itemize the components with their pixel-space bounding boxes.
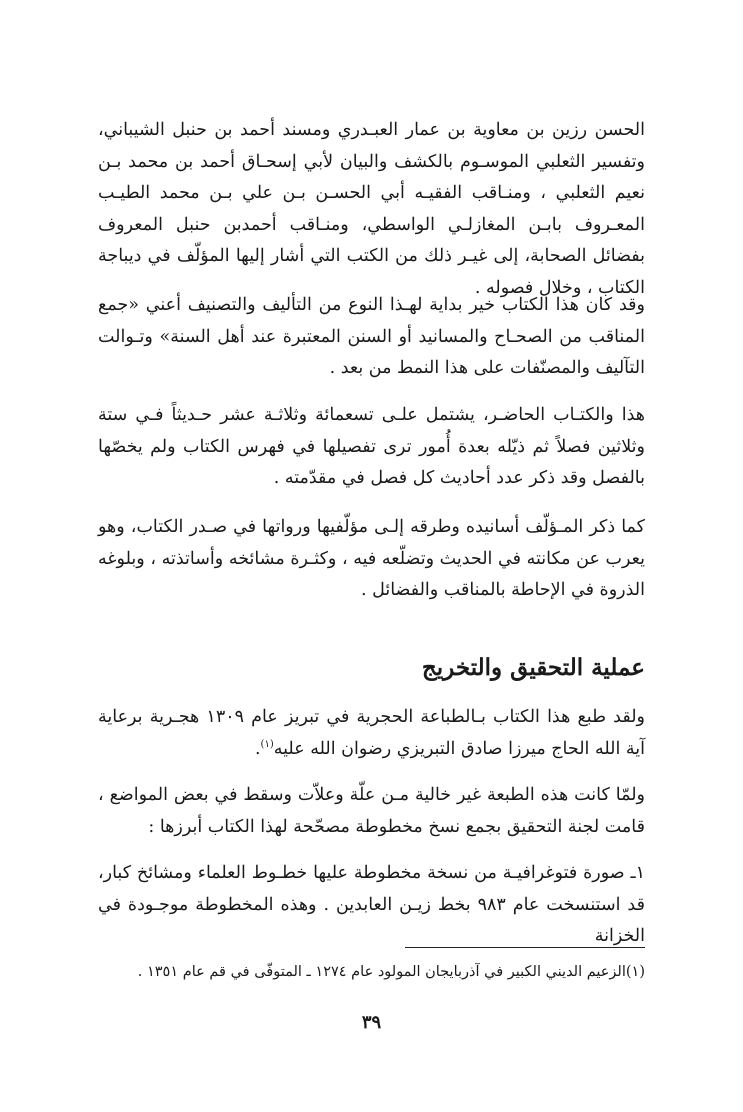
footnote-text: (١)الزعيم الديني الكبير في آذربايجان المولود عام ١٢٧٤ ـ المتوفّى في قم عام ١٣٥١ . <box>137 964 645 980</box>
paragraph-lithograph-text: ولقد طبع هذا الكتاب بـالطباعة الحجرية في تبريز عام ١٣٠٩ هجـرية برعاية آية الله الحاج ميرزا صادق التبريزي رضوان الله عليه <box>98 707 645 759</box>
paragraph-manuscripts-collection: ولمّا كانت هذه الطبعة غير خالية مـن علّة وعلاّت وسقط في بعض المواضع ، قامت لجنة التحقيق بجمع نسخ مخطوطة مصحّحة لهذا الكتاب أبرزها : <box>98 785 645 837</box>
paragraph-book-significance: وقد كان هذا الكتاب خير بداية لهـذا النوع من التأليف والتصنيف أعني «جمع المناقب من الصحـاح والمسانيد أو السنن المعتبرة عند أهل السنة» وتـوالت التآليف والمصنّفات على هذا النمط من بعد . <box>98 295 645 378</box>
page-number: ٣٩ <box>361 1012 382 1033</box>
paragraph-author-chains: كما ذكر المـؤلّف أسانيده وطرقه إلـى مؤلّفيها ورواتها في صـدر الكتاب، وهو يعرب عن مكانته في الحديث وتضلّعه فيه ، وكثـرة مشائخه وأساتذته ، وبلوغه الذروة في الإحاطة بالمناقب والفضائل . <box>98 517 645 600</box>
paragraph-book-contents: هذا والكتـاب الحاضـر، يشتمل علـى تسعمائة وثلاثـة عشر حـديثاً فـي ستة وثلاثين فصلاً ثم ذيّله بعدة أُمور ترى تفصيلها في فهرس الكتاب ولم يخصّها بالفصل وقد ذكر عدد أحاديث كل فصل في مقدّمته . <box>98 405 645 488</box>
footnote-separator <box>405 947 645 948</box>
paragraph-lithograph-print <box>98 702 645 765</box>
paragraph-sources-list: الحسن رزين بن معاوية بن عمار العبـدري ومسند أحمد بن حنبل الشيباني، وتفسير الثعلبي الموسـوم بالكشف والبيان لأبي إسحـاق أحمد بن محمد بـن نعيم الثعلبي ، ومنـاقب الفقيـه أبي الحسـن بـن علي بـن محمد الطيـب المعـروف بابـن المغازلـي الواسطي، ومنـاقب أحمدبن حنبل المعروف بفضائل الصحابة، إلى غيـر ذلك من الكتب التي أشار إليها المؤلّف في ديباجة الكتاب ، وخلال فصوله . <box>98 120 645 298</box>
paragraph-manuscript-item-1: ١ـ صورة فتوغرافيـة من نسخة مخطوطة عليها خطـوط العلماء ومشائخ كبار، قد استنسخت عام ٩٨٣ بخط زيـن العابدين . وهذه المخطوطة موجـودة في الخزانة <box>98 863 645 946</box>
section-heading: عملية التحقيق والتخريج <box>421 654 645 681</box>
paragraph-lithograph-end: . <box>254 738 261 759</box>
footnote-reference-mark[interactable]: (١) <box>260 738 274 750</box>
